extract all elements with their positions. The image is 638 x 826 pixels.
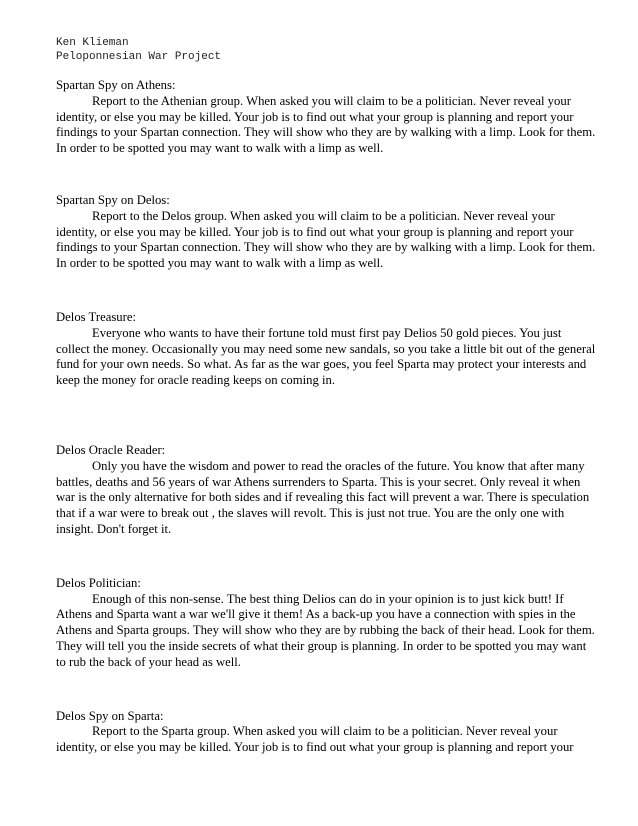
section-delos-spy-sparta <box>56 709 598 756</box>
author-name: Ken Klieman <box>56 37 129 49</box>
document-header <box>56 36 598 64</box>
section-body: Report to the Athenian group. When asked you will claim to be a politician. Never reveal your identity, or else you may be killed. Your job is to find out what your group is planning and report your findings to your Spartan connection. They will show who they are by walking with a limp. Look for them. In order to be spotted you may want to walk with a limp as well. <box>56 93 596 156</box>
section-body: Everyone who wants to have their fortune told must first pay Delios 50 gold pieces. You just collect the money. Occasionally you may need some new sandals, so you take a little bit out of the general fund for your own needs. So what. As far as the war goes, you feel Sparta may protect your interests and keep the money for oracle reading keeps on coming in. <box>56 325 596 388</box>
section-title: Delos Oracle Reader: <box>56 442 166 457</box>
section-spartan-spy-athens <box>56 78 598 157</box>
section-title: Delos Treasure: <box>56 309 136 324</box>
section-delos-politician <box>56 576 598 671</box>
section-delos-oracle-reader <box>56 443 598 538</box>
section-delos-treasure <box>56 310 598 389</box>
section-body: Enough of this non-sense. The best thing Delios can do in your opinion is to just kick butt! If Athens and Sparta want a war we'll give it them! As a back-up you have a connection with spies in the Athens and Sparta groups. They will show who they are by rubbing the back of their head. Look for them. They will tell you the inside secrets of what their group is planning. In order to be spotted you may want to rub the back of your head as well. <box>56 591 595 669</box>
section-body: Report to the Delos group. When asked you will claim to be a politician. Never reveal your identity, or else you may be killed. Your job is to find out what your group is planning and report your findings to your Spartan connection. They will show who they are by walking with a limp. Look for them. In order to be spotted you may want to walk with a limp as well. <box>56 208 596 271</box>
section-body: Only you have the wisdom and power to read the oracles of the future. You know that after many battles, deaths and 56 years of war Athens surrenders to Sparta. This is your secret. Only reveal it when war is the only alternative for both sides and if revealing this fact will prevent a war. There is speculation that if a war were to break out , the slaves will revolt. This is just not true. You are the only one with insight. Don't forget it. <box>56 458 590 536</box>
section-spartan-spy-delos <box>56 193 598 272</box>
section-body: Report to the Sparta group. When asked you will claim to be a politician. Never reveal your identity, or else you may be killed. Your job is to find out what your group is planning and report your <box>56 724 574 755</box>
section-title: Delos Politician: <box>56 575 141 590</box>
section-title: Spartan Spy on Athens: <box>56 78 176 92</box>
section-title: Delos Spy on Sparta: <box>56 708 164 723</box>
section-title: Spartan Spy on Delos: <box>56 192 170 207</box>
project-title: Peloponnesian War Project <box>56 51 222 63</box>
